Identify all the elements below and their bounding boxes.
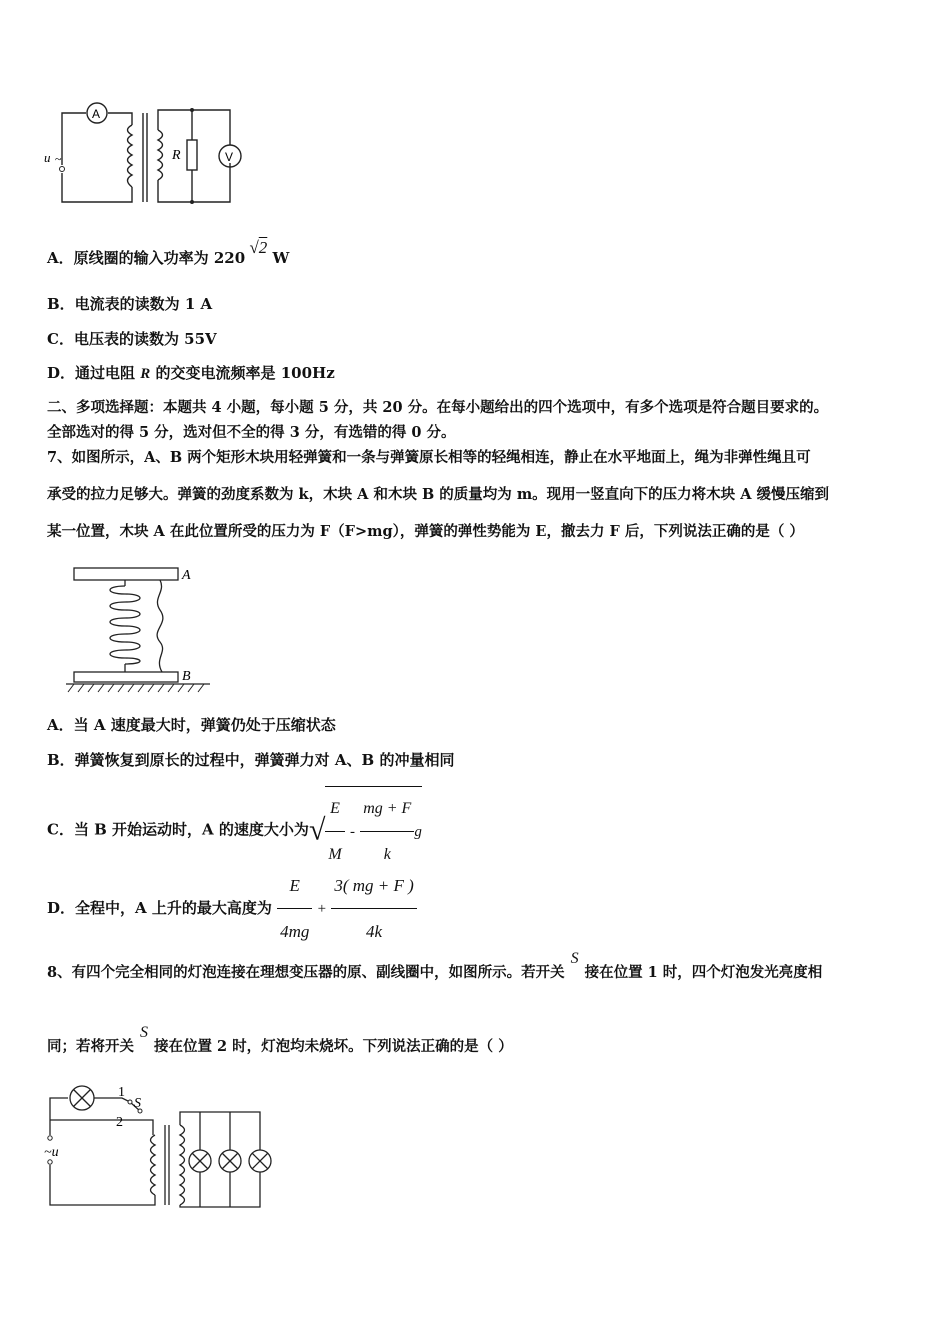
q7-option-b: B．弹簧恢复到原长的过程中，弹簧弹力对 A、B 的冲量相同 xyxy=(47,751,455,769)
q7-d-frac1-den: 4mg xyxy=(280,922,310,941)
q8-stem-line1-a: 8、有四个完全相同的灯泡连接在理想变压器的原、副线圈中，如图所示。若开关 xyxy=(47,964,565,981)
q6-option-a-unit: W xyxy=(272,249,290,267)
q7-c-g: g xyxy=(414,824,422,840)
fig7-label-a: A xyxy=(182,568,191,583)
q6-option-d-suffix: 的交变电流频率是 100Hz xyxy=(155,364,335,382)
q7-option-d-prefix: D．全程中，A 上升的最大高度为 xyxy=(47,899,272,917)
section2-heading-line1: 二、多项选择题：本题共 4 小题，每小题 5 分，共 20 分。在每小题给出的四个选项中，有多个选项是符合题目要求的。 xyxy=(47,399,829,416)
spring-blocks-figure xyxy=(60,562,220,692)
fig1-tilde-label: ~ xyxy=(55,152,62,166)
transformer-circuit-figure xyxy=(40,95,260,210)
q6-option-a-sqrt: 2 xyxy=(258,238,268,257)
q7-c-frac1-num: E xyxy=(325,789,344,832)
q8-switch-var-2: S xyxy=(140,1024,148,1041)
q6-option-b: B．电流表的读数为 1 A xyxy=(47,295,213,313)
q6-option-d-var: R xyxy=(140,366,151,382)
q7-d-frac2-num: 3( mg + F ) xyxy=(331,866,416,909)
fig1-voltmeter-label: V xyxy=(225,150,234,164)
q8-stem-line2 xyxy=(47,1024,513,1060)
q7-stem-line1: 7、如图所示，A、B 两个矩形木块用轻弹簧和一条与弹簧原长相等的轻绳相连，静止在水平地面上，绳为非弹性绳且可 xyxy=(47,449,811,466)
fig1-resistor-label: R xyxy=(172,148,181,163)
q7-c-frac1-den: M xyxy=(328,846,342,863)
fig1-u-label: u xyxy=(44,150,51,165)
q8-stem-line1-b: 接在位置 1 时，四个灯泡发光亮度相 xyxy=(584,964,823,981)
q7-c-minus: - xyxy=(349,824,355,840)
q7-option-d xyxy=(47,866,417,952)
q6-option-a-text: A．原线圈的输入功率为 220 xyxy=(47,249,246,267)
q8-stem-line2-a: 同；若将开关 xyxy=(47,1038,134,1055)
q7-d-frac1-num: E xyxy=(277,866,312,909)
lamp-transformer-figure xyxy=(40,1080,280,1215)
q6-option-a: A．原线圈的输入功率为 220 √2 W xyxy=(47,238,290,267)
fig8-label-1: 1 xyxy=(118,1085,125,1100)
q8-stem-line2-b: 接在位置 2 时，灯泡均未烧坏。下列说法正确的是（ ） xyxy=(154,1038,513,1055)
q7-option-c-prefix: C．当 B 开始运动时，A 的速度大小为 xyxy=(47,820,309,839)
q7-d-plus: + xyxy=(317,901,327,917)
section2-heading-line2: 全部选对的得 5 分，选对但不全的得 3 分，有选错的得 0 分。 xyxy=(47,424,456,441)
q6-option-d xyxy=(47,363,335,384)
fig1-ammeter-label: A xyxy=(92,107,101,121)
q7-d-frac2-den: 4k xyxy=(366,922,383,941)
q7-stem-line3: 某一位置，木块 A 在此位置所受的压力为 F（F>mg），弹簧的弹性势能为 E，撤去力 F 后，下列说法正确的是（ ） xyxy=(47,523,804,540)
q7-c-frac2-num: mg + F xyxy=(360,789,414,832)
q8-stem-line1 xyxy=(47,950,823,986)
fig7-label-b: B xyxy=(182,669,191,684)
fig8-label-u: ~u xyxy=(44,1145,59,1160)
q7-option-c: C．当 B 开始运动时，A 的速度大小为√ $\frac{E}{M}$ - $\frac{mg + F}{k}$ g xyxy=(47,786,422,875)
fig8-label-s: S xyxy=(134,1096,141,1111)
q8-switch-var-1: S xyxy=(570,950,579,967)
q6-option-c: C．电压表的读数为 55V xyxy=(47,330,217,348)
q7-option-a: A．当 A 速度最大时，弹簧仍处于压缩状态 xyxy=(47,716,336,734)
fig8-label-2: 2 xyxy=(116,1115,123,1130)
q7-c-frac2-den: k xyxy=(383,846,391,863)
q6-option-d-prefix: D．通过电阻 xyxy=(47,364,136,382)
q7-stem-line2: 承受的拉力足够大。弹簧的劲度系数为 k，木块 A 和木块 B 的质量均为 m。现用一竖直向下的压力将木块 A 缓慢压缩到 xyxy=(47,486,830,503)
